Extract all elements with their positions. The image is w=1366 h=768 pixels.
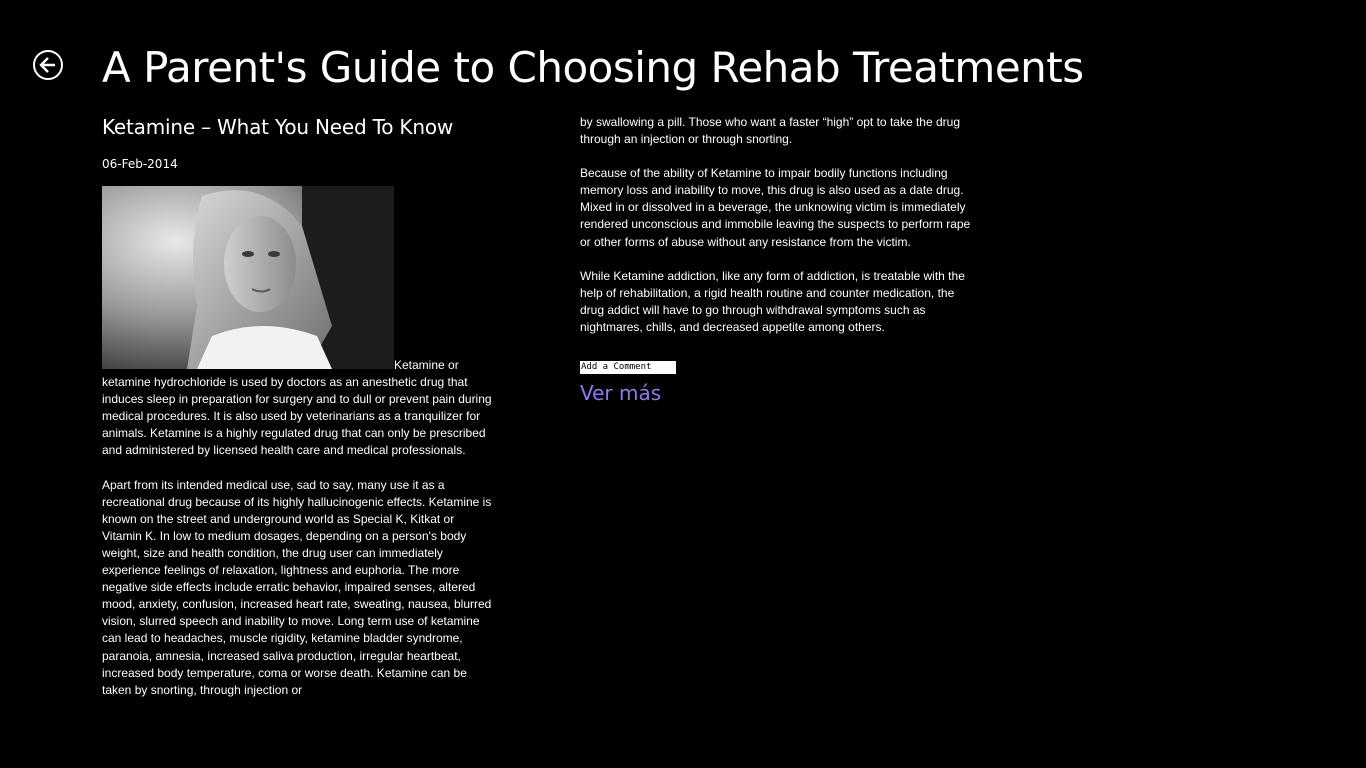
portrait-photo-icon [102, 186, 394, 369]
article-paragraph-2: Apart from its intended medical use, sad to say, many use it as a recreational drug because of its highly hallucinogenic effects. Ketamine is known on the street and underground world as Special K, Kitkat or Vitamin K. In low to medium dosages, depending on a person's body weight, size and health condition, the drug user can immediately experience feelings of relaxation, lightness and euphoria. The more negative side effects include erratic behavior, impaired senses, altered mood, anxiety, confusion, increased heart rate, sweating, nausea, blurred vision, slurred speech and inability to move. Long term use of ketamine can lead to headaches, muscle rigidity, ketamine bladder syndrome, paranoia, amnesia, increased saliva production, irregular heartbeat, increased body temperature, coma or worse death. Ketamine can be taken by snorting, through injection or [102, 477, 492, 697]
article-paragraph-3: Because of the ability of Ketamine to impair bodily functions including memory loss and inability to move, this drug is also used as a date drug. Mixed in or dissolved in a beverage, the unknowing victim is immediately rendered unconscious and immobile leaving the suspects to perform rape or other forms of abuse without any resistance from the victim. [580, 166, 971, 249]
article-paragraph [102, 186, 496, 460]
article-image [102, 186, 394, 369]
article-column-left [102, 112, 496, 716]
article-date: 06-Feb-2014 [102, 157, 178, 171]
add-comment-button[interactable]: Add a Comment [580, 361, 676, 374]
article-paragraph-1: Ketamine or ketamine hydrochloride is used by doctors as an anesthetic drug that induces sleep in preparation for surgery and to dull or prevent pain during medical procedures. It is also used by veterinarians as a tranquilizer for animals. Ketamine is a highly regulated drug that can only be prescribed and administered by licensed health care and medical professionals. [102, 358, 492, 458]
article-title: Ketamine – What You Need To Know [102, 115, 454, 139]
article-body-continued [580, 114, 974, 336]
page-title: A Parent's Guide to Choosing Rehab Treatments [102, 43, 1084, 92]
see-more-link[interactable]: Ver más [580, 381, 662, 406]
article-paragraph-4: While Ketamine addiction, like any form of addiction, is treatable with the help of rehabilitation, a rigid health routine and counter medication, the drug addict will have to go through withdrawal symptoms such as nightmares, chills, and decreased appetite among others. [580, 268, 965, 334]
article-paragraph-2-continued: by swallowing a pill. Those who want a faster “high” opt to take the drug through an injection or through snorting. [580, 115, 960, 147]
back-arrow-icon [39, 56, 57, 74]
back-button[interactable] [33, 50, 63, 80]
article-body-start [102, 186, 496, 699]
article-column-right [580, 114, 974, 406]
